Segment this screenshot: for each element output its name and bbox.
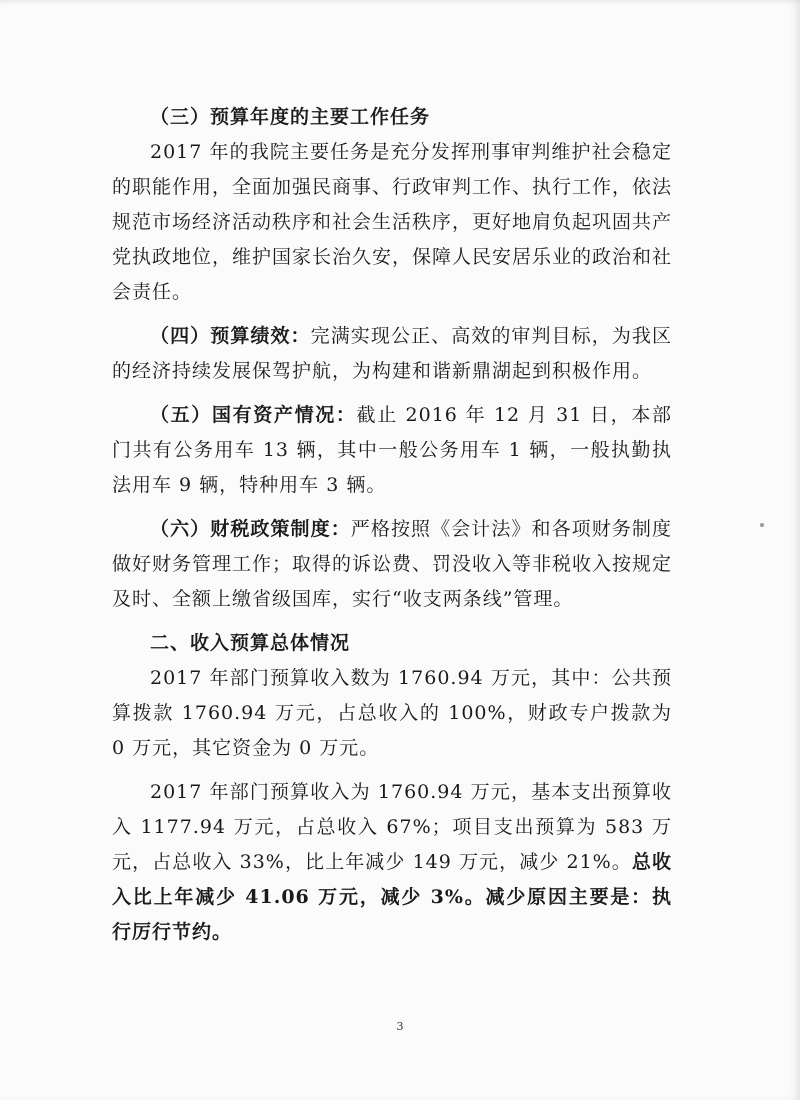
section-4-paragraph [112,319,672,389]
section-4-body: 完满实现公正、高效的审判目标，为我区的经济持续发展保驾护航，为构建和谐新鼎湖起到积极作用。 [112,325,672,382]
section-5-body: 截止 2016 年 12 月 31 日，本部门共有公务用车 13 辆，其中一般公务用车 1 辆，一般执勤执法用车 9 辆，特种用车 3 辆。 [112,404,672,496]
part-2-paragraph-a: 2017 年部门预算收入数为 1760.94 万元，其中：公共预算拨款 1760.94 万元，占总收入的 100%，财政专户拨款为 0 万元，其它资金为 0 万元。 [112,667,672,759]
section-3-body: 2017 年的我院主要任务是充分发挥刑事审判维护社会稳定的职能作用，全面加强民商事、行政审判工作、执行工作，依法规范市场经济活动秩序和社会生活秩序，更好地肩负起巩固共产党执政地位，维护国家长治久安，保障人民安居乐业的政治和社会责任。 [112,141,673,303]
scan-speck [760,523,764,527]
section-5-paragraph [112,398,672,503]
part-2-paragraph-b-text: 2017 年部门预算收入为 1760.94 万元，基本支出预算收入 1177.94 万元，占总收入 67%；项目支出预算为 583 万元，占总收入 33%，比上年减少 149 万元，减少 21%。 [112,781,672,873]
section-6-paragraph [112,512,672,617]
document-body [112,100,672,950]
section-4-lead: （四）预算绩效： [150,325,311,347]
part-2-heading: 二、收入预算总体情况 [150,632,351,654]
part-2-paragraph-b-emphasis: 总收入比上年减少 41.06 万元，减少 3%。减少原因主要是：执行厉行节约。 [112,851,672,943]
section-5-lead: （五）国有资产情况： [150,404,357,426]
page-number: 3 [396,1020,404,1033]
section-6-body: 严格按照《会计法》和各项财务制度做好财务管理工作；取得的诉讼费、罚没收入等非税收入按规定及时、全额上缴省级国库，实行“收支两条线”管理。 [112,518,673,610]
section-6-lead: （六）财税政策制度： [150,518,351,540]
section-3-heading: （三）预算年度的主要工作任务 [150,106,431,128]
part-2-paragraph-b [112,775,672,950]
